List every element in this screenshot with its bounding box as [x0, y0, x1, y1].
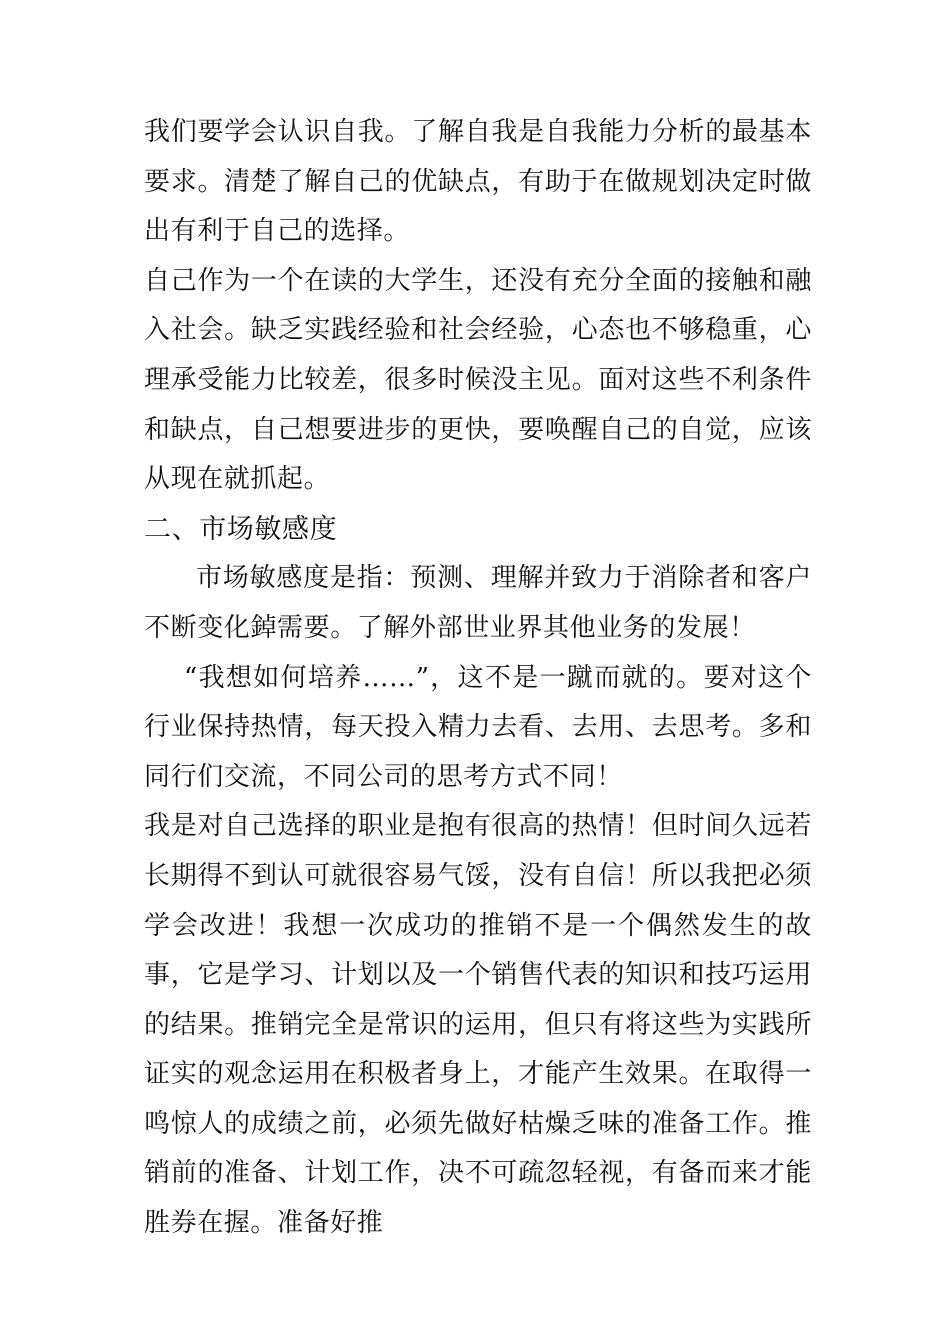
- paragraph-career-passion: 我是对自己选择的职业是抱有很高的热情！但时间久远若长期得不到认可就很容易气馁，没有自信！所以我把必须学会改进！我想一次成功的推销不是一个偶然发生的故事，它是学习、计划以及一个销售代表的知识和技巧运用的结果。推销完全是常识的运用，但只有将这些为实践所证实的观念运用在积极者身上，才能产生效果。在取得一鸣惊人的成绩之前，必须先做好枯燥乏味的准备工作。推销前的准备、计划工作，决不可疏忽轻视，有备而来才能胜券在握。准备好推: [144, 811, 812, 1239]
- document-body: [144, 108, 812, 1249]
- paragraph-self-awareness: 我们要学会认识自我。了解自我是自我能力分析的最基本要求。清楚了解自己的优缺点，有助于在做规划决定时做出有利于自己的选择。: [144, 117, 812, 247]
- paragraph-how-to-cultivate: “我想如何培养……”，这不是一蹴而就的。要对这个行业保持热情，每天投入精力去看、去用、去思考。多和同行们交流，不同公司的思考方式不同！: [144, 662, 812, 792]
- paragraph-market-sensitivity-definition: 市场敏感度是指：预测、理解并致力于消除者和客户不断变化鋽需要。了解外部世业界其他业务的发展！: [144, 563, 812, 643]
- section-heading-market-sensitivity: 二、市场敏感度: [144, 513, 338, 545]
- paragraph-student-shortcomings: 自己作为一个在读的大学生，还没有充分全面的接触和融入社会。缺乏实践经验和社会经验，心态也不够稳重，心理承受能力比较差，很多时候没主见。面对这些不利条件和缺点，自己想要进步的更快，要唤醒自己的自觉，应该从现在就抓起。: [144, 265, 812, 495]
